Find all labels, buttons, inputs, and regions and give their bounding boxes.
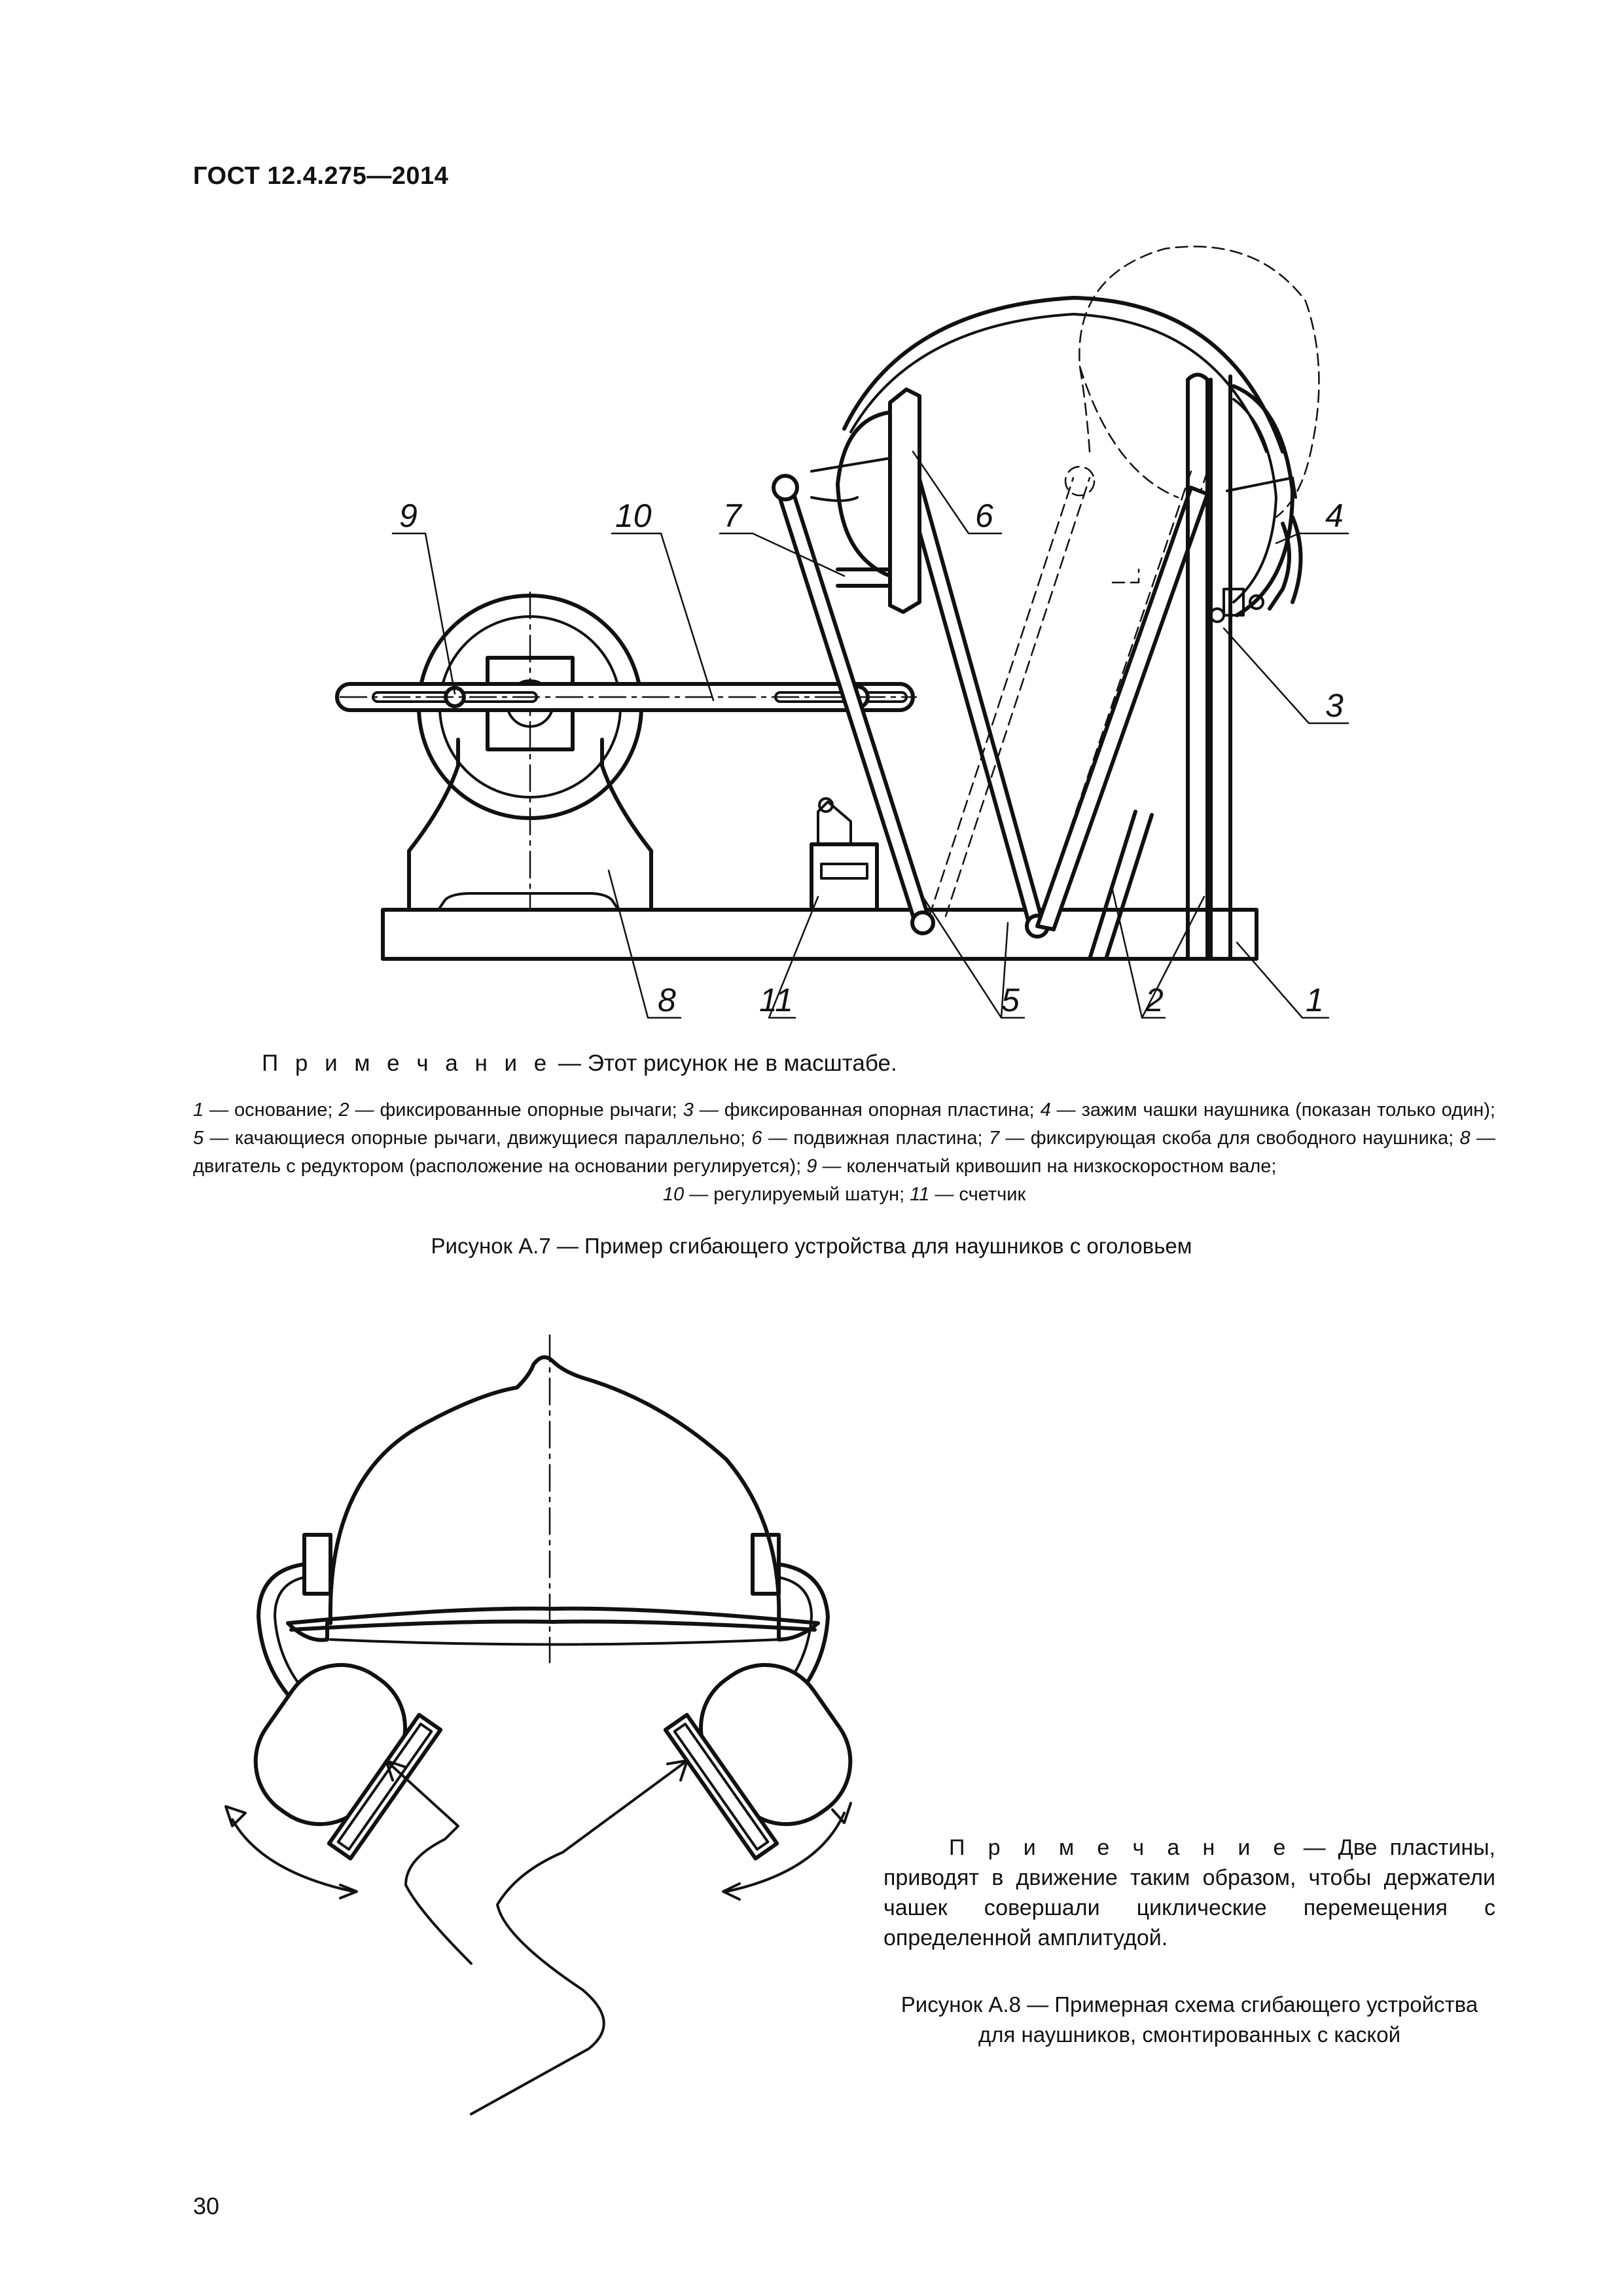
figure-a7-caption: Рисунок А.7 — Пример сгибающего устройства для наушников с оголовьем (431, 1234, 1192, 1258)
legend-text: — фиксированные опорные рычаги; (349, 1100, 683, 1121)
legend-text: — подвижная пластина; (762, 1128, 989, 1149)
legend-text: — коленчатый кривошип на низкоскоростном вале; (817, 1156, 1277, 1177)
callout-9: 9 (399, 497, 418, 534)
callout-6: 6 (975, 497, 993, 534)
helmet-shell (330, 1357, 779, 1623)
swing-arrow-left (232, 1820, 353, 1892)
legend-num: 11 (910, 1184, 930, 1205)
legend-text: — регулируемый шатун; (684, 1184, 910, 1205)
figure-a8-note (883, 1833, 1495, 1953)
callout-1: 1 (1306, 982, 1324, 1018)
callout-11: 11 (759, 982, 793, 1018)
callout-7: 7 (723, 497, 741, 534)
callout-10: 10 (615, 497, 652, 534)
legend-text: — двигатель с редуктором (расположение на основании регулируется); (193, 1128, 1496, 1177)
earcup-right (662, 1642, 874, 1859)
legend-num: 2 (338, 1100, 349, 1121)
force-arrow-right (471, 1761, 687, 2114)
legend-num: 5 (193, 1128, 204, 1149)
callout-2: 2 (1145, 982, 1164, 1018)
page-number: 30 (193, 2193, 220, 2219)
earcup-left (232, 1642, 444, 1859)
callout-4: 4 (1325, 497, 1344, 534)
note-label: П р и м е ч а н и е (262, 1050, 552, 1076)
legend-text: — качающиеся опорные рычаги, движущиеся параллельно; (204, 1128, 752, 1149)
legend-num: 4 (1040, 1100, 1051, 1121)
legend-text: — зажим чашки наушника (показан только один); (1050, 1100, 1495, 1121)
legend-text: — основание; (204, 1100, 339, 1121)
callout-5: 5 (1001, 982, 1020, 1018)
legend-text: — фиксированная опорная пластина; (693, 1100, 1041, 1121)
legend-num: 9 (806, 1156, 817, 1177)
legend-text: — фиксирующая скоба для свободного наушника; (999, 1128, 1460, 1149)
legend-num: 1 (193, 1100, 204, 1121)
figure-a8-caption: Рисунок А.8 — Примерная схема сгибающего устройства для наушников, смонтированных с каской (901, 1992, 1478, 2047)
legend-num: 3 (683, 1100, 694, 1121)
callout-3: 3 (1325, 687, 1344, 724)
legend-text: — счетчик (929, 1184, 1026, 1205)
legend-num: 8 (1459, 1128, 1471, 1149)
document-header: ГОСТ 12.4.275—2014 (193, 162, 449, 190)
legend-num: 10 (662, 1184, 685, 1205)
note-text: — Этот рисунок не в масштабе. (552, 1050, 897, 1076)
callout-8: 8 (658, 982, 676, 1018)
note-text: — Две пластины, приводят в движение таким образом, чтобы держатели чашек совершали циклические перемещения с определенной амплитудой. (883, 1835, 1495, 1950)
legend-num: 6 (751, 1128, 762, 1149)
legend-num: 7 (988, 1128, 1000, 1149)
note-label: П р и м е ч а н и е (949, 1835, 1291, 1860)
